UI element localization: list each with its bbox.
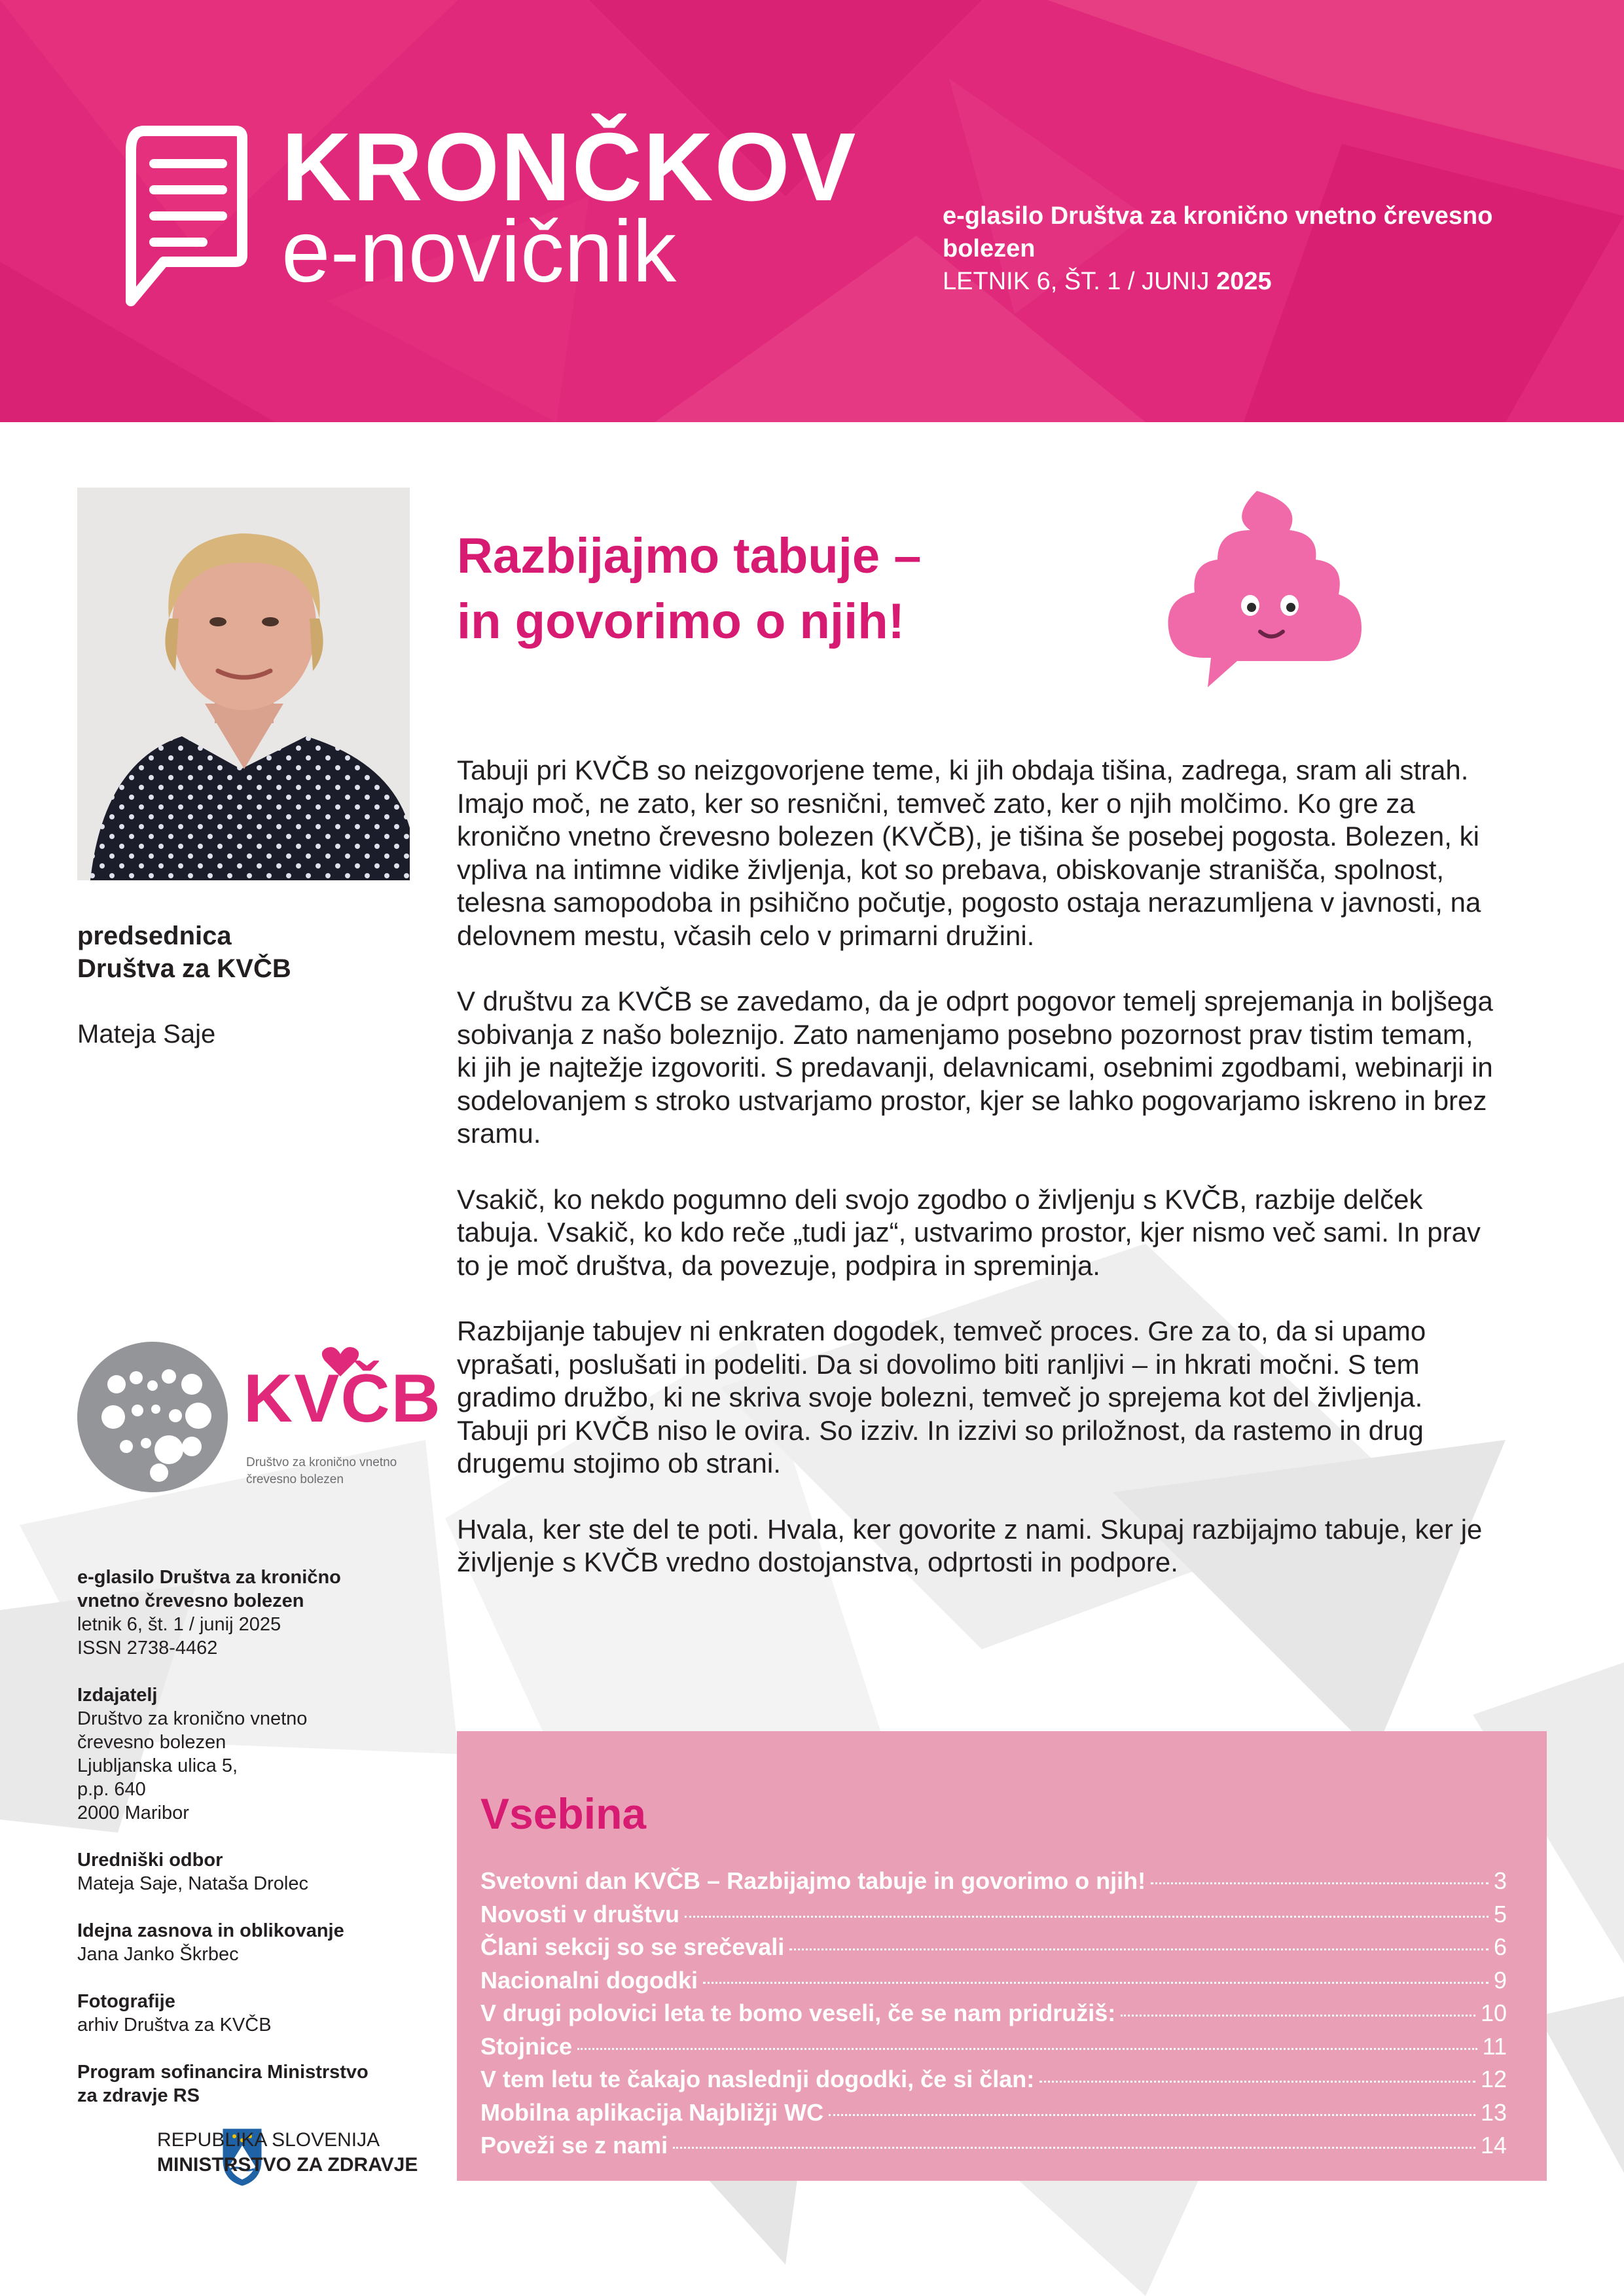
funding-line-1: Program sofinancira Ministrstvo: [77, 2062, 369, 2083]
toc-item[interactable]: [480, 1967, 1507, 2000]
toc-item-label: Poveži se z nami: [480, 2132, 668, 2159]
publisher-heading: Izdajatelj: [77, 1685, 158, 1706]
poop-mascot-speech-bubble-icon: [1152, 478, 1375, 700]
imprint-design: [77, 1919, 418, 1966]
toc-item-page: 11: [1482, 2032, 1507, 2060]
publisher-line: 2000 Maribor: [77, 1803, 189, 1823]
ministry-line-1: REPUBLIKA SLOVENIJA: [157, 2129, 380, 2151]
article-paragraph: V društvu za KVČB se zavedamo, da je odprt pogovor temelj sprejemanja in boljšega sobivanja z našo boleznijo. Zato namenjamo posebno pozornost prav tistim temam, ki jih je najtežje izgovoriti. S predavanji, delavnicami, osebnimi zgodbami, webinarji in sodelovanjem s stroko ustvarjamo prostor, kjer se lahko pogovarjamo iskreno in brez sramu.: [457, 986, 1493, 1149]
toc-item-label: Nacionalni dogodki: [480, 1966, 698, 1994]
imprint-publication: [77, 1566, 418, 1660]
toc-item-label: Novosti v društvu: [480, 1900, 680, 1928]
publisher-line: črevesno bolezen: [77, 1732, 226, 1753]
portrait-photo: [77, 488, 410, 880]
publisher-line: p.p. 640: [77, 1779, 146, 1800]
imprint-funding: [77, 2060, 418, 2108]
article-headline: [457, 524, 1111, 655]
toc-list: [480, 1867, 1507, 2165]
header-description: e-glasilo Društva za kronično vnetno črevesno bolezen: [943, 202, 1493, 262]
toc-item-page: 3: [1493, 1867, 1507, 1894]
masthead: [0, 0, 1624, 422]
publication-issue: letnik 6, št. 1 / junij 2025: [77, 1614, 281, 1635]
toc-title: Vsebina: [480, 1789, 647, 1838]
publication-line-2: vnetno črevesno bolezen: [77, 1590, 304, 1611]
toc-leader-dots: [703, 1982, 1489, 1984]
toc-item-page: 6: [1493, 1933, 1507, 1960]
toc-item-label: Mobilna aplikacija Najbližji WC: [480, 2098, 824, 2126]
imprint-photos: [77, 1990, 418, 2037]
table-of-contents: [457, 1731, 1547, 2181]
toc-item-label: V tem letu te čakajo naslednji dogodki, če si član:: [480, 2066, 1035, 2092]
article-paragraph: Vsakič, ko nekdo pogumno deli svojo zgodbo o življenju s KVČB, razbije delček tabuja. Vsakič, ko kdo reče „tudi jaz“, ustvarimo prostor, kjer nismo več sami. In prav to je moč društva, da povezuje, podpira in spreminja.: [457, 1183, 1481, 1281]
brand-subtitle: e-novičnik: [281, 203, 677, 300]
toc-item[interactable]: [480, 2099, 1507, 2132]
toc-item-page: 5: [1493, 1900, 1507, 1928]
kvcb-logo-subtitle: Društvo za kronično vnetno črevesno bolezen: [246, 1456, 397, 1486]
design-heading: Idejna zasnova in oblikovanje: [77, 1920, 344, 1941]
toc-item-page: 14: [1480, 2132, 1507, 2159]
toc-item-label: V drugi polovici leta te bomo veseli, če se nam pridružiš:: [480, 2000, 1116, 2026]
brand-title: KRONČKOV: [281, 113, 857, 221]
funding-line-2: za zdravje RS: [77, 2085, 200, 2106]
toc-item[interactable]: [480, 1901, 1507, 1934]
issue-year: 2025: [1216, 268, 1272, 295]
toc-leader-dots: [1151, 1882, 1489, 1884]
editorial-names: Mateja Saje, Nataša Drolec: [77, 1873, 308, 1894]
toc-leader-dots: [673, 2147, 1475, 2149]
toc-item-page: 10: [1480, 2000, 1507, 2026]
issue-prefix: LETNIK 6, ŠT. 1 / JUNIJ: [943, 268, 1210, 295]
headline-line-2: in govorimo o njih!: [457, 594, 905, 649]
editorial-heading: Uredniški odbor: [77, 1850, 223, 1871]
newsletter-speech-bubble-icon: [118, 124, 249, 321]
toc-item-label: Člani sekcij so se srečevali: [480, 1933, 785, 1960]
toc-item[interactable]: [480, 1867, 1507, 1901]
president-portrait: [77, 488, 410, 880]
article-body: [457, 754, 1498, 1612]
photo-credit: arhiv Društva za KVČB: [77, 2015, 272, 2036]
toc-item-page: 12: [1480, 2066, 1507, 2092]
toc-leader-dots: [789, 1948, 1489, 1950]
toc-item-page: 13: [1480, 2098, 1507, 2126]
publisher-line: Ljubljanska ulica 5,: [77, 1755, 238, 1776]
imprint: [77, 1566, 418, 2131]
photo-heading: Fotografije: [77, 1991, 175, 2012]
article-paragraph: Tabuji pri KVČB so neizgovorjene teme, ki jih obdaja tišina, zadrega, sram ali strah. Imajo moč, ne zato, ker so resnični, temveč zato, ker o njih molčimo. Ko gre za kronično vnetno črevesno bolezen (KVČB), je tišina še posebej pogosta. Bolezen, ki vpliva na intimne vidike življenja, kot so prebava, obiskovanje stranišča, spolnost, telesna samopodoba in psihično počutje, pogosto ostaja nerazumljena v javnosti, na delovnem mestu, včasih celo v primarni družini.: [457, 755, 1481, 951]
president-name: Mateja Saje: [77, 1020, 216, 1049]
toc-item[interactable]: [480, 2132, 1507, 2165]
role-line-2: Društva za KVČB: [77, 954, 291, 983]
kvcb-logo-text: KVČB: [244, 1361, 442, 1437]
ministry-line-2: MINISTRSTVO ZA ZDRAVJE: [157, 2154, 418, 2176]
role-line-1: predsednica: [77, 922, 232, 950]
president-role: [77, 920, 418, 985]
header-issue-info: [943, 265, 1272, 298]
toc-item[interactable]: [480, 2066, 1507, 2099]
toc-item[interactable]: [480, 2033, 1507, 2066]
design-name: Jana Janko Škrbec: [77, 1944, 239, 1965]
publication-issn: ISSN 2738-4462: [77, 1638, 218, 1659]
toc-item[interactable]: [480, 1933, 1507, 1967]
article-paragraph: Hvala, ker ste del te poti. Hvala, ker govorite z nami. Skupaj razbijajmo tabuje, ker je življenje s KVČB vredno dostojanstva, odprtosti in podpore.: [457, 1513, 1483, 1577]
toc-item-label: Svetovni dan KVČB – Razbijajmo tabuje in govorimo o njih!: [480, 1867, 1146, 1894]
toc-item-page: 9: [1493, 1966, 1507, 1994]
article-paragraph: Razbijanje tabujev ni enkraten dogodek, temveč proces. Gre za to, da si upamo vprašati, poslušati in podeliti. Da si dovolimo biti ranljivi – in hkrati močni. S tem gradimo družbo, ki ne skriva svoje bolezni, temveč jo sprejema kot del življenja. Tabuji pri KVČB niso le ovira. So izziv. In izzivi so priložnost, da rastemo in drug drugemu stojimo ob strani.: [457, 1316, 1426, 1479]
publisher-line: Društvo za kronično vnetno: [77, 1708, 308, 1729]
imprint-publisher: [77, 1683, 418, 1825]
headline-line-1: Razbijajmo tabuje –: [457, 528, 922, 584]
toc-leader-dots: [1039, 2081, 1475, 2083]
imprint-editorial: [77, 1848, 418, 1895]
toc-leader-dots: [685, 1916, 1489, 1918]
toc-leader-dots: [829, 2114, 1475, 2116]
toc-item[interactable]: [480, 2000, 1507, 2033]
publication-line-1: e-glasilo Društva za kronično: [77, 1567, 341, 1588]
toc-item-label: Stojnice: [480, 2032, 573, 2060]
toc-leader-dots: [577, 2048, 1477, 2050]
toc-leader-dots: [1121, 2015, 1475, 2017]
